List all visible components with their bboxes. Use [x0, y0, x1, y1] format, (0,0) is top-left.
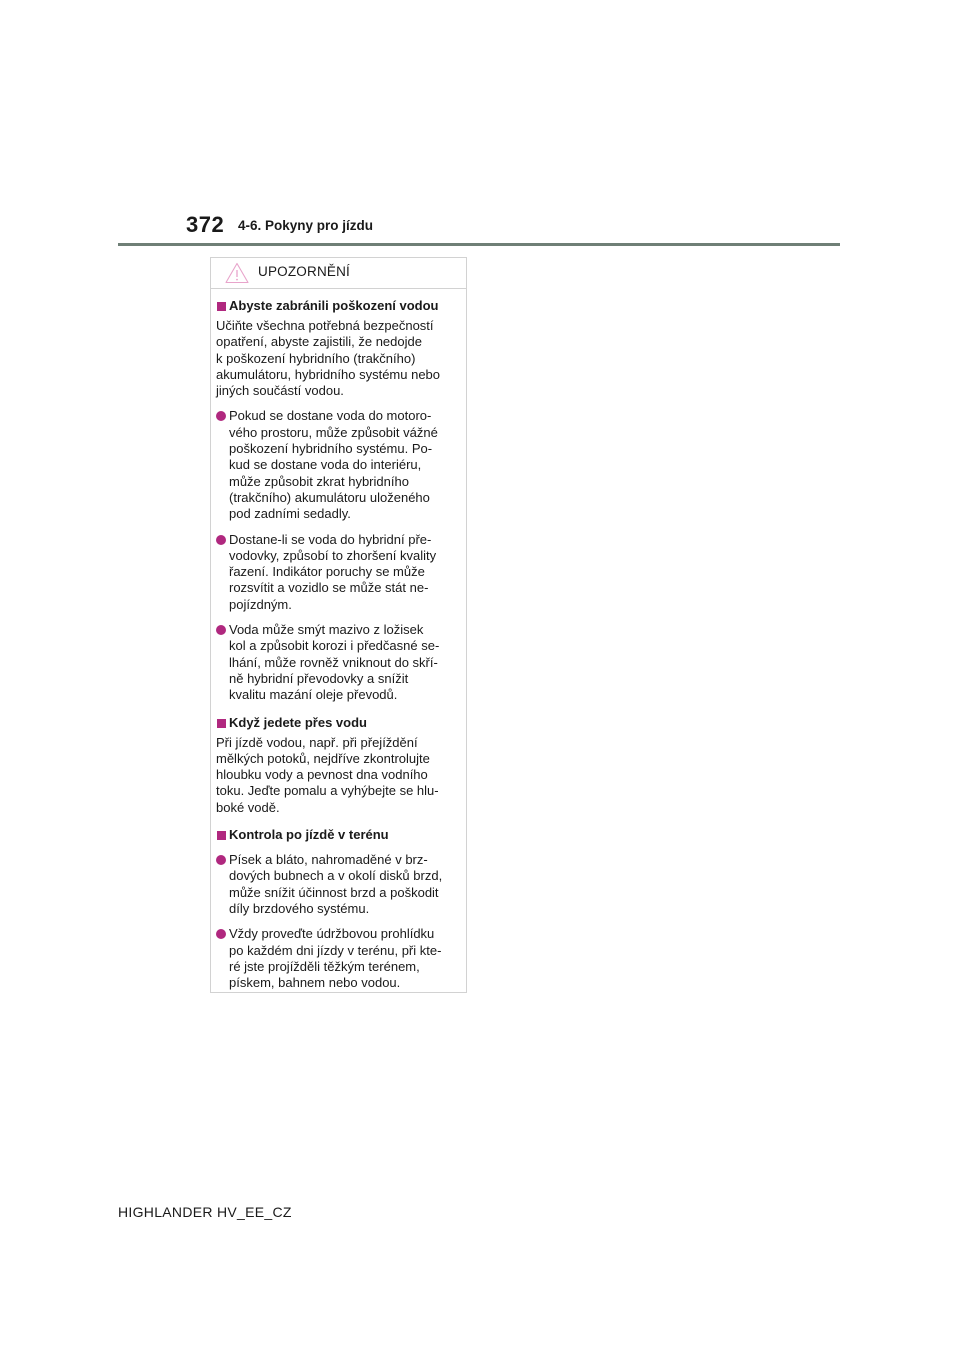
warning-subheading [216, 298, 461, 314]
text-line: pojízdným. [229, 596, 292, 612]
subheading-text: Kontrola po jízdě v terénu [229, 827, 389, 843]
footer-model-code: HIGHLANDER HV_EE_CZ [118, 1204, 292, 1220]
text-line: vodovky, způsobí to zhoršení kvality [229, 547, 437, 563]
warning-box [210, 257, 467, 993]
text-line: Pokud se dostane voda do motoro- [229, 408, 432, 424]
square-bullet-icon [217, 302, 226, 311]
warning-paragraph [216, 318, 461, 399]
text-line: akumulátoru, hybridního systému nebo [216, 366, 441, 382]
text-line: kol a způsobit korozi i předčasné se- [229, 638, 440, 654]
text-line: Učiňte všechna potřebná bezpečností [216, 318, 434, 333]
round-bullet-icon [216, 625, 226, 635]
warning-subheading [216, 715, 461, 731]
warning-triangle-icon [225, 262, 249, 284]
text-line: Vždy proveďte údržbovou prohlídku [229, 926, 435, 942]
text-line: Voda může smýt mazivo z ložisek [229, 622, 424, 638]
text-line: vého prostoru, může způsobit vážné [229, 424, 438, 440]
text-line: řazení. Indikátor poruchy se může [229, 564, 425, 580]
round-bullet-icon [216, 535, 226, 545]
text-line: opatření, abyste zajistili, že nedojde [216, 334, 422, 350]
text-line: pískem, bahnem nebo vodou. [229, 975, 401, 991]
text-line: může snížit účinnost brzd a poškodit [229, 884, 439, 900]
text-line: ně hybridní převodovky a snížit [229, 670, 409, 686]
text-line: toku. Jeďte pomalu a vyhýbejte se hlu- [216, 783, 439, 799]
text-line: ré jste projížděli těžkým terénem, [229, 958, 420, 974]
text-line: k poškození hybridního (trakčního) [216, 350, 416, 366]
subheading-text: Abyste zabránili poškození vodou [229, 298, 439, 313]
page-number: 372 [186, 212, 225, 237]
warning-title: UPOZORNĚNÍ [258, 264, 351, 279]
square-bullet-icon [217, 831, 226, 840]
bullet-item [216, 532, 461, 613]
text-line: jiných součástí vodou. [216, 383, 344, 399]
text-line: díly brzdového systému. [229, 900, 370, 916]
text-line: po každém dni jízdy v terénu, při kte- [229, 942, 442, 958]
text-line: kvalitu mazání oleje převodů. [229, 687, 398, 703]
bullet-item [216, 852, 461, 917]
text-line: pod zadními sedadly. [229, 506, 351, 522]
bullet-item [216, 622, 461, 703]
round-bullet-icon [216, 929, 226, 939]
warning-subheading [216, 827, 461, 843]
bullet-item [216, 926, 461, 991]
bullet-item [216, 408, 461, 522]
text-line: (trakčního) akumulátoru uloženého [229, 489, 430, 505]
text-line: lhání, může rovněž vniknout do skří- [229, 654, 438, 670]
round-bullet-icon [216, 411, 226, 421]
text-line: Písek a bláto, nahromaděné v brz- [229, 852, 428, 868]
text-line: mělkých potoků, nejdříve zkontrolujte [216, 750, 430, 766]
text-line: dových bubnech a v okolí disků brzd, [229, 868, 443, 884]
warning-body [211, 289, 466, 991]
section-title: 4-6. Pokyny pro jízdu [238, 218, 374, 233]
text-line: může způsobit zkrat hybridního [229, 473, 409, 489]
text-line: kud se dostane voda do interiéru, [229, 457, 422, 473]
text-line: hloubku vody a pevnost dna vodního [216, 767, 428, 783]
subheading-text: Když jedete přes vodu [229, 714, 367, 730]
warning-header [211, 258, 466, 289]
text-line: Při jízdě vodou, např. při přejíždění [216, 734, 418, 750]
text-line: Dostane-li se voda do hybridní pře- [229, 531, 432, 547]
square-bullet-icon [217, 719, 226, 728]
text-line: poškození hybridního systému. Po- [229, 441, 433, 457]
text-line: boké vodě. [216, 799, 280, 815]
round-bullet-icon [216, 855, 226, 865]
text-line: rozsvítit a vozidlo se může stát ne- [229, 580, 429, 596]
header-divider [118, 243, 840, 246]
warning-paragraph [216, 735, 461, 816]
